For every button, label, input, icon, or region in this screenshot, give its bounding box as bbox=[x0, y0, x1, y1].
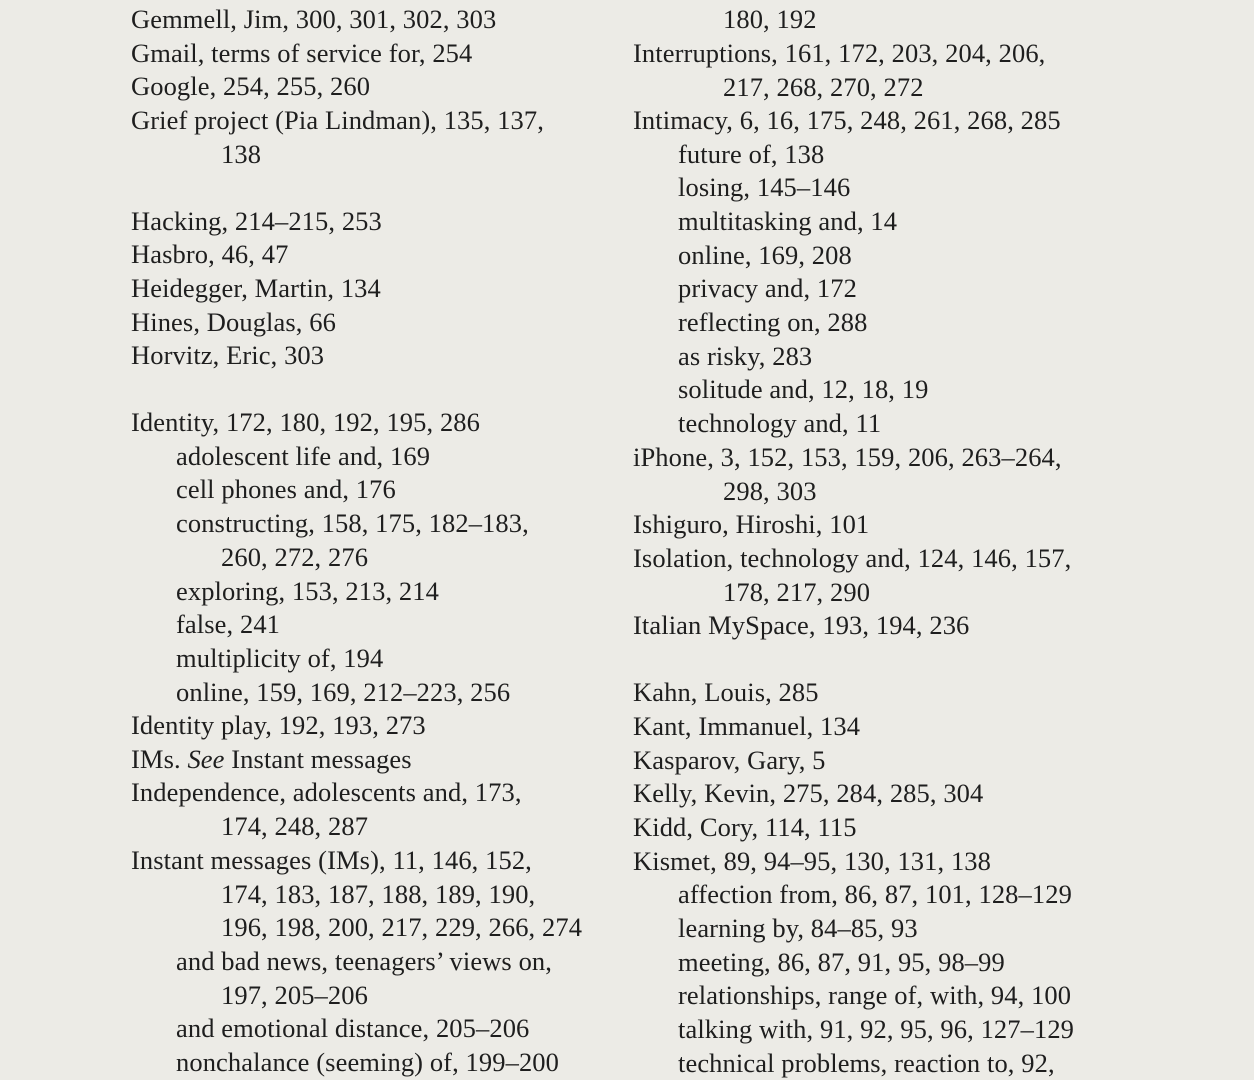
index-entry: Independence, adolescents and, 173, bbox=[131, 777, 522, 807]
index-entry: Google, 254, 255, 260 bbox=[131, 71, 371, 101]
index-subentry: relationships, range of, with, 94, 100 bbox=[678, 980, 1072, 1010]
index-continuation: 180, 192 bbox=[723, 4, 817, 34]
index-subentry: multitasking and, 14 bbox=[678, 206, 898, 236]
index-entry: Kasparov, Gary, 5 bbox=[633, 745, 826, 775]
index-entry: Heidegger, Martin, 134 bbox=[131, 273, 381, 303]
index-subentry: learning by, 84–85, 93 bbox=[678, 913, 918, 943]
index-entry: Identity play, 192, 193, 273 bbox=[131, 710, 426, 740]
index-subentry: cell phones and, 176 bbox=[176, 474, 396, 504]
index-subentry: nonchalance (seeming) of, 199–200 bbox=[176, 1047, 560, 1077]
index-subentry: losing, 145–146 bbox=[678, 172, 851, 202]
index-continuation: 178, 217, 290 bbox=[723, 577, 871, 607]
index-subentry: technical problems, reaction to, 92, bbox=[678, 1048, 1055, 1078]
index-subentry: online, 159, 169, 212–223, 256 bbox=[176, 677, 511, 707]
index-subentry: online, 169, 208 bbox=[678, 240, 852, 270]
index-entry: Interruptions, 161, 172, 203, 204, 206, bbox=[633, 38, 1046, 68]
index-entry: Kismet, 89, 94–95, 130, 131, 138 bbox=[633, 846, 991, 876]
index-subentry: privacy and, 172 bbox=[678, 273, 857, 303]
index-subentry: as risky, 283 bbox=[678, 341, 813, 371]
index-entry: Gmail, terms of service for, 254 bbox=[131, 38, 473, 68]
index-entry: Horvitz, Eric, 303 bbox=[131, 340, 325, 370]
index-subentry: false, 241 bbox=[176, 609, 281, 639]
index-continuation: 298, 303 bbox=[723, 476, 817, 506]
index-entry: iPhone, 3, 152, 153, 159, 206, 263–264, bbox=[633, 442, 1062, 472]
index-subentry: multiplicity of, 194 bbox=[176, 643, 384, 673]
index-subentry: exploring, 153, 213, 214 bbox=[176, 576, 439, 606]
index-subentry: constructing, 158, 175, 182–183, bbox=[176, 508, 529, 538]
index-subentry: meeting, 86, 87, 91, 95, 98–99 bbox=[678, 947, 1005, 977]
index-entry: Isolation, technology and, 124, 146, 157, bbox=[633, 543, 1072, 573]
index-subentry: future of, 138 bbox=[678, 139, 825, 169]
index-continuation: 197, 205–206 bbox=[221, 980, 368, 1010]
index-subentry: solitude and, 12, 18, 19 bbox=[678, 374, 929, 404]
index-subentry: talking with, 91, 92, 95, 96, 127–129 bbox=[678, 1014, 1075, 1044]
index-continuation: 138 bbox=[221, 139, 262, 169]
index-subentry: affection from, 86, 87, 101, 128–129 bbox=[678, 879, 1072, 909]
index-continuation: 174, 183, 187, 188, 189, 190, bbox=[221, 879, 536, 909]
index-entry: Italian MySpace, 193, 194, 236 bbox=[633, 610, 970, 640]
index-entry: Grief project (Pia Lindman), 135, 137, bbox=[131, 105, 544, 135]
index-entry: Gemmell, Jim, 300, 301, 302, 303 bbox=[131, 4, 497, 34]
index-entry: Hacking, 214–215, 253 bbox=[131, 206, 382, 236]
index-entry: Hasbro, 46, 47 bbox=[131, 239, 289, 269]
index-subentry: and emotional distance, 205–206 bbox=[176, 1013, 530, 1043]
index-subentry: reflecting on, 288 bbox=[678, 307, 868, 337]
index-entry: Kant, Immanuel, 134 bbox=[633, 711, 861, 741]
index-entry: Instant messages (IMs), 11, 146, 152, bbox=[131, 845, 532, 875]
index-entry: Kidd, Cory, 114, 115 bbox=[633, 812, 857, 842]
index-entry: Identity, 172, 180, 192, 195, 286 bbox=[131, 407, 481, 437]
index-continuation: 260, 272, 276 bbox=[221, 542, 369, 572]
index-subentry: technology and, 11 bbox=[678, 408, 882, 438]
index-entry: Kelly, Kevin, 275, 284, 285, 304 bbox=[633, 778, 984, 808]
index-continuation: 174, 248, 287 bbox=[221, 811, 369, 841]
index-subentry: adolescent life and, 169 bbox=[176, 441, 431, 471]
index-entry: Hines, Douglas, 66 bbox=[131, 307, 336, 337]
index-entry: IMs. See Instant messages bbox=[131, 744, 412, 774]
index-subentry: and bad news, teenagers’ views on, bbox=[176, 946, 552, 976]
index-continuation: 196, 198, 200, 217, 229, 266, 274 bbox=[221, 912, 583, 942]
index-continuation: 217, 268, 270, 272 bbox=[723, 72, 924, 102]
index-entry: Intimacy, 6, 16, 175, 248, 261, 268, 285 bbox=[633, 105, 1061, 135]
index-entry: Ishiguro, Hiroshi, 101 bbox=[633, 509, 870, 539]
index-entry: Kahn, Louis, 285 bbox=[633, 677, 819, 707]
